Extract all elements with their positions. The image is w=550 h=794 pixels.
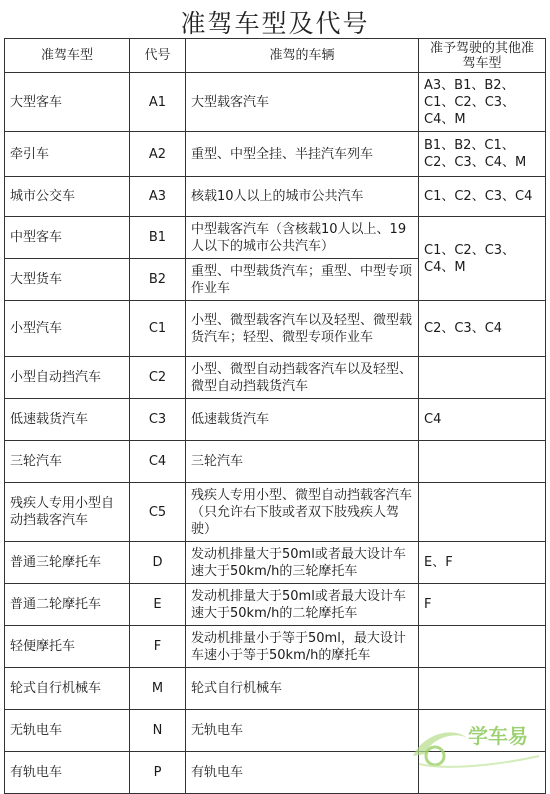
header-code: 代号: [130, 39, 186, 73]
header-others: 准予驾驶的其他准驾车型: [419, 39, 546, 73]
vehicles-cell: 轮式自行机械车: [186, 668, 419, 710]
type-cell: 牵引车: [5, 132, 130, 177]
others-cell: B1、B2、C1、C2、C3、C4、M: [419, 132, 546, 177]
others-cell: F: [419, 584, 546, 626]
vehicles-cell: 小型、微型自动挡载客汽车以及轻型、微型自动挡载货汽车: [186, 357, 419, 399]
type-cell: 残疾人专用小型自动挡载客汽车: [5, 483, 130, 542]
others-cell: [419, 668, 546, 710]
header-row: [5, 39, 546, 73]
type-cell: 大型客车: [5, 73, 130, 132]
code-cell: C4: [130, 441, 186, 483]
vehicles-cell: 发动机排量小于等于50ml，最大设计车速小于等于50km/h的摩托车: [186, 626, 419, 668]
code-cell: A1: [130, 73, 186, 132]
type-cell: 有轨电车: [5, 752, 130, 794]
code-cell: C5: [130, 483, 186, 542]
others-cell: C1、C2、C3、C4: [419, 177, 546, 217]
vehicles-cell: 低速载货汽车: [186, 399, 419, 441]
code-cell: F: [130, 626, 186, 668]
others-cell-merged: C1、C2、C3、C4、M: [419, 217, 546, 301]
table-row: [5, 399, 546, 441]
code-cell: N: [130, 710, 186, 752]
table-row: [5, 217, 546, 259]
table-row: [5, 542, 546, 584]
table-row: [5, 357, 546, 399]
vehicles-cell: 有轨电车: [186, 752, 419, 794]
type-cell: 大型货车: [5, 259, 130, 301]
vehicles-cell: 三轮汽车: [186, 441, 419, 483]
table-row: [5, 301, 546, 357]
type-cell: 普通三轮摩托车: [5, 542, 130, 584]
others-cell: [419, 626, 546, 668]
type-cell: 三轮汽车: [5, 441, 130, 483]
vehicles-cell: 中型载客汽车（含核载10人以上、19人以下的城市公共汽车）: [186, 217, 419, 259]
type-cell: 小型自动挡汽车: [5, 357, 130, 399]
others-cell: [419, 357, 546, 399]
vehicles-cell: 重型、中型全挂、半挂汽车列车: [186, 132, 419, 177]
table-row: [5, 483, 546, 542]
others-cell: C2、C3、C4: [419, 301, 546, 357]
vehicles-cell: 核载10人以上的城市公共汽车: [186, 177, 419, 217]
watermark-text: 学车易: [468, 724, 528, 748]
type-cell: 轮式自行机械车: [5, 668, 130, 710]
code-cell: C1: [130, 301, 186, 357]
code-cell: B2: [130, 259, 186, 301]
code-cell: D: [130, 542, 186, 584]
vehicles-cell: 无轨电车: [186, 710, 419, 752]
vehicles-cell: 大型载客汽车: [186, 73, 419, 132]
type-cell: 无轨电车: [5, 710, 130, 752]
vehicles-cell: 发动机排量大于50ml或者最大设计车速大于50km/h的二轮摩托车: [186, 584, 419, 626]
type-cell: 轻便摩托车: [5, 626, 130, 668]
table-row: [5, 177, 546, 217]
code-cell: P: [130, 752, 186, 794]
type-cell: 城市公交车: [5, 177, 130, 217]
others-cell: E、F: [419, 542, 546, 584]
others-cell: C4: [419, 399, 546, 441]
code-cell: C2: [130, 357, 186, 399]
vehicles-cell: 残疾人专用小型、微型自动挡载客汽车（只允许右下肢或者双下肢残疾人驾驶）: [186, 483, 419, 542]
code-cell: E: [130, 584, 186, 626]
table-row: [5, 73, 546, 132]
vehicles-cell: 重型、中型载货汽车；重型、中型专项作业车: [186, 259, 419, 301]
type-cell: 小型汽车: [5, 301, 130, 357]
others-cell: [419, 483, 546, 542]
vehicles-cell: 发动机排量大于50ml或者最大设计车速大于50km/h的三轮摩托车: [186, 542, 419, 584]
header-type: 准驾车型: [5, 39, 130, 73]
type-cell: 低速载货汽车: [5, 399, 130, 441]
code-cell: C3: [130, 399, 186, 441]
table-row: [5, 132, 546, 177]
code-cell: A2: [130, 132, 186, 177]
table-row: [5, 626, 546, 668]
header-vehicles: 准驾的车辆: [186, 39, 419, 73]
licence-table: [4, 38, 546, 794]
page-title: 准驾车型及代号: [180, 9, 370, 38]
type-cell: 普通二轮摩托车: [5, 584, 130, 626]
table-row: [5, 584, 546, 626]
vehicles-cell: 小型、微型载客汽车以及轻型、微型载货汽车；轻型、微型专项作业车: [186, 301, 419, 357]
others-cell: [419, 441, 546, 483]
table-row: [5, 441, 546, 483]
table-row: [5, 668, 546, 710]
others-cell: A3、B1、B2、C1、C2、C3、C4、M: [419, 73, 546, 132]
type-cell: 中型客车: [5, 217, 130, 259]
code-cell: M: [130, 668, 186, 710]
code-cell: A3: [130, 177, 186, 217]
code-cell: B1: [130, 217, 186, 259]
